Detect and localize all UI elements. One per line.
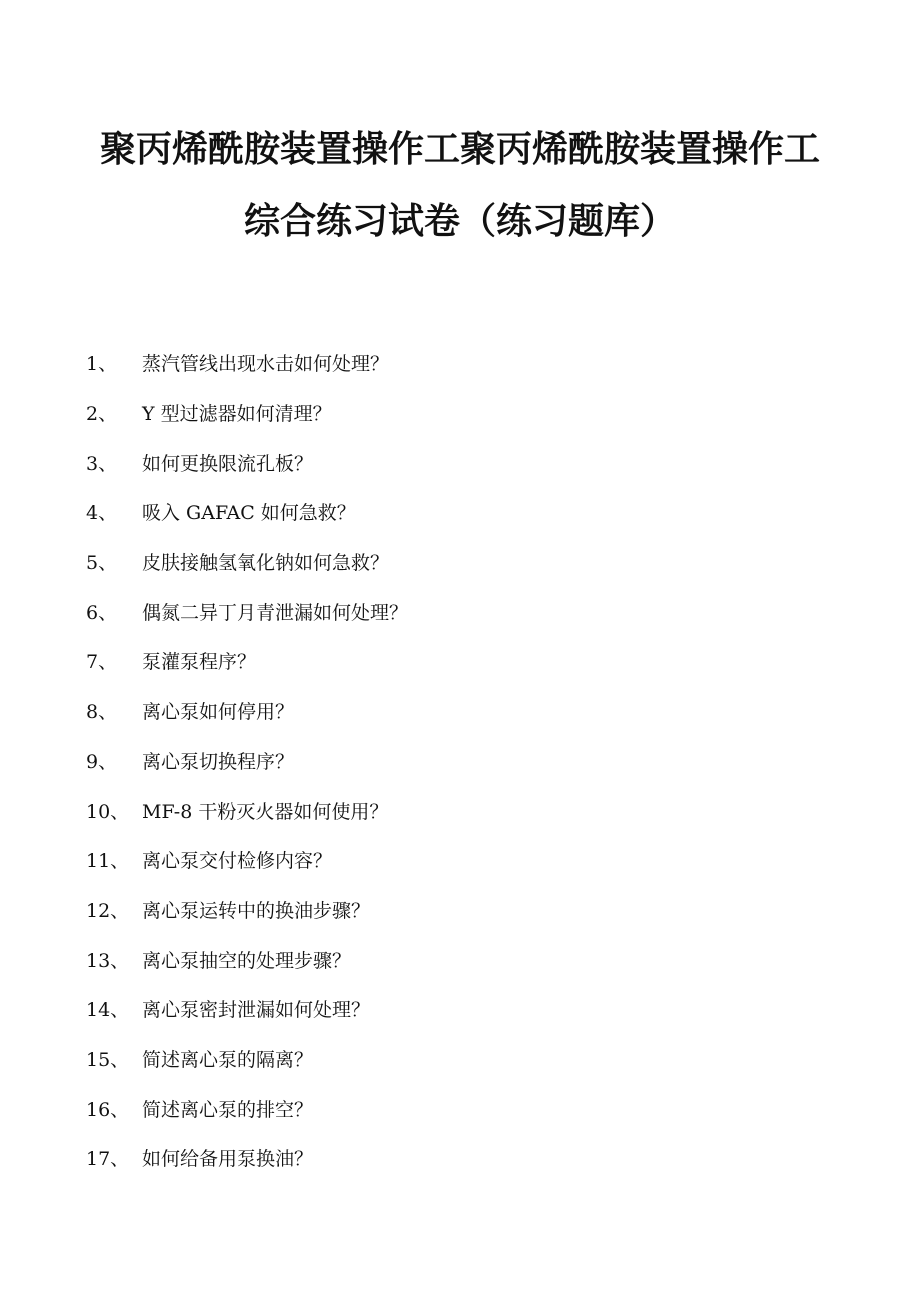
- question-text: Y 型过滤器如何清理？: [142, 403, 332, 426]
- question-item: [86, 934, 846, 984]
- question-item: [86, 1083, 846, 1133]
- question-text: 如何更换限流孔板？: [142, 452, 314, 475]
- question-number: 13、: [86, 949, 130, 972]
- question-number: 15、: [86, 1048, 130, 1071]
- question-text: 皮肤接触氢氧化钠如何急救？: [142, 552, 390, 575]
- question-item: [86, 1034, 846, 1084]
- question-item: [86, 736, 846, 786]
- question-item: [86, 437, 846, 487]
- question-item: [86, 487, 846, 537]
- question-number: 5、: [86, 552, 118, 575]
- question-text: 离心泵交付检修内容？: [142, 850, 333, 873]
- question-number: 1、: [86, 353, 118, 376]
- question-text: 离心泵密封泄漏如何处理？: [142, 999, 371, 1022]
- question-text: 吸入 GAFAC 如何急救？: [142, 502, 356, 525]
- question-number: 12、: [86, 899, 130, 922]
- question-text: 偶氮二异丁月青泄漏如何处理？: [142, 601, 409, 624]
- question-number: 8、: [86, 701, 118, 724]
- question-item: [86, 1133, 846, 1183]
- question-text: 简述离心泵的隔离？: [142, 1048, 314, 1071]
- question-number: 16、: [86, 1098, 130, 1121]
- question-item: [86, 388, 846, 438]
- question-text: 离心泵如何停用？: [142, 701, 295, 724]
- question-text: 泵灌泵程序？: [142, 651, 257, 674]
- question-number: 4、: [86, 502, 118, 525]
- question-text: 简述离心泵的排空？: [142, 1098, 314, 1121]
- question-item: [86, 537, 846, 587]
- question-number: 2、: [86, 403, 118, 426]
- question-number: 6、: [86, 601, 118, 624]
- question-text: 如何给备用泵换油？: [142, 1148, 314, 1171]
- question-text: MF-8 干粉灭火器如何使用？: [142, 800, 389, 823]
- question-item: [86, 835, 846, 885]
- question-text: 离心泵抽空的处理步骤？: [142, 949, 352, 972]
- question-item: [86, 338, 846, 388]
- question-text: 离心泵运转中的换油步骤？: [142, 899, 371, 922]
- question-item: [86, 586, 846, 636]
- question-item: [86, 984, 846, 1034]
- question-number: 11、: [86, 850, 130, 873]
- question-text: 蒸汽管线出现水击如何处理？: [142, 353, 390, 376]
- question-item: [86, 885, 846, 935]
- question-number: 17、: [86, 1148, 130, 1171]
- question-item: [86, 686, 846, 736]
- question-number: 14、: [86, 999, 130, 1022]
- question-number: 7、: [86, 651, 118, 674]
- question-number: 9、: [86, 750, 118, 773]
- question-item: [86, 636, 846, 686]
- question-item: [86, 785, 846, 835]
- question-number: 10、: [86, 800, 130, 823]
- question-number: 3、: [86, 452, 118, 475]
- question-list: [86, 338, 846, 1183]
- page-title: 聚丙烯酰胺装置操作工聚丙烯酰胺装置操作工: [99, 129, 820, 170]
- question-text: 离心泵切换程序？: [142, 750, 295, 773]
- page-subtitle: 综合练习试卷（练习题库）: [243, 201, 676, 242]
